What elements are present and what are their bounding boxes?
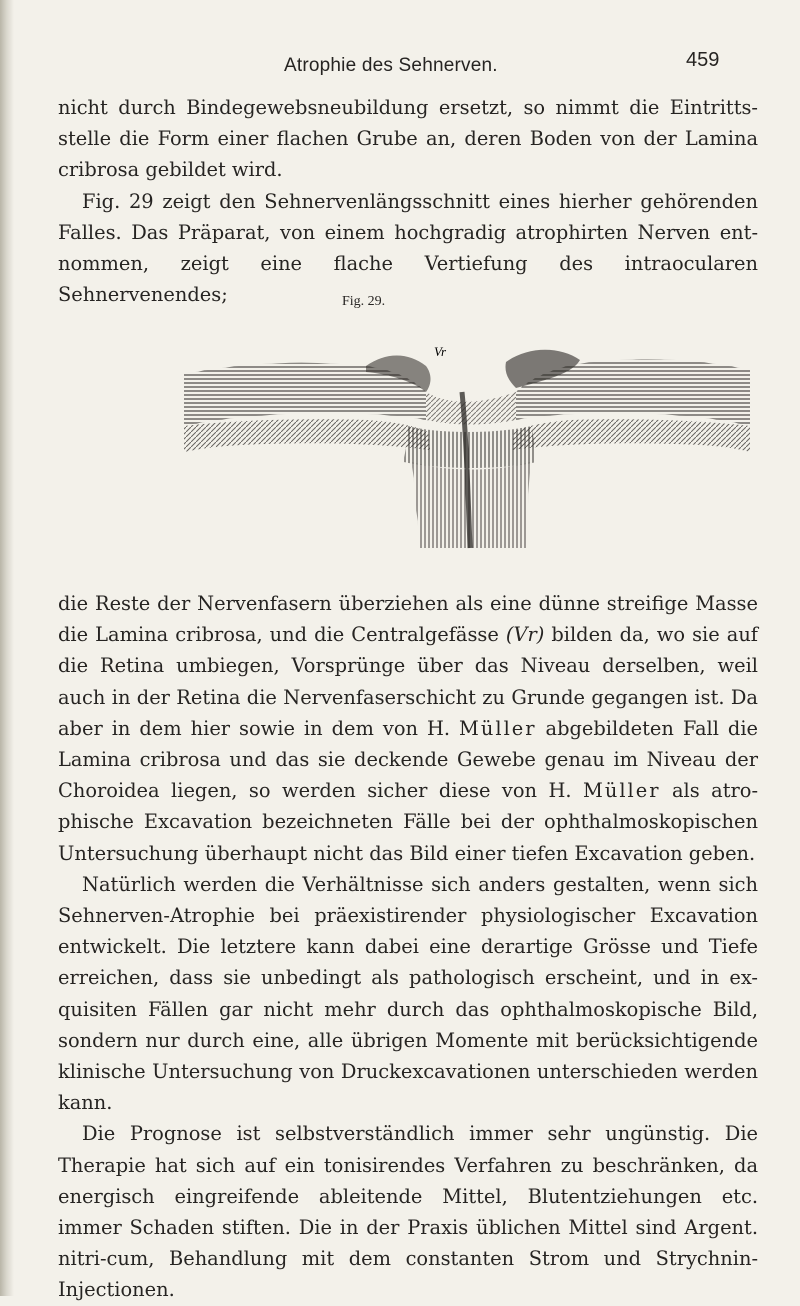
figure-optic-nerve-section [176,322,758,552]
lamina-cribrosa [404,426,536,468]
paragraph-top-2: Fig. 29 zeigt den Sehnervenlängsschnitt eines hierher gehörenden Falles. Das Präparat, von einem hochgradig atrophirten Nerven ent-nommen, zeigt eine flache Vertiefung des intraocularen Sehnervenendes; [58,189,758,307]
left-choroid-layer [184,419,430,452]
paragraph-top-1: nicht durch Bindegewebsneubildung ersetzt, so nimmt die Eintritts-stelle die Form einer flachen Grube an, deren Boden von der Lamina cribrosa gebildet wird. [58,96,758,182]
book-page [58,0,759,1302]
running-header [58,49,758,85]
running-title: Atrophie des Sehnerven. [284,55,498,76]
page-number: 459 [686,49,720,71]
p1-part-c: abgebildeten Fall die Lamina cribrosa und das sie deckende Gewebe genau im Niveau der Choroidea liegen, so werden sicher diese von H. [58,716,758,803]
p1-part-d: als atro-phische Excavation bezeichneten Fälle bei der ophthalmoskopischen Untersuchung überhaupt nicht das Bild einer tiefen Excavation geben. [58,779,759,865]
p1-part-a: die Reste der Nervenfasern überziehen als eine dünne streifige Masse die Lamina cribrosa, und die Centralgefässe [58,592,758,647]
p1-part-b: bilden da, wo sie auf die Retina umbiegen, Vorsprünge über das Niveau derselben, weil auch in der Retina die Nervenfaserschicht zu Grunde gegangen ist. Da aber in dem hier sowie in dem von H. [58,623,758,740]
text-after-figure [58,588,758,1306]
author-name-2: Müller [583,779,661,803]
optic-nerve-engraving [176,322,758,552]
page-binding-edge [0,0,14,1296]
paragraph-bottom-2: Natürlich werden die Verhältnisse sich anders gestalten, wenn sich Sehnerven-Atrophie bei präexistirender physiologischer Excavation entwickelt. Die letztere kann dabei eine derartige Grösse und Tiefe erreichen, dass sie unbedingt als pathologisch erscheint, und in ex-quisiten Fällen gar nicht mehr durch das ophthalmoskopische Bild, sondern nur durch eine, alle übrigen Momente mit berücksichtigende klinische Untersuchung von Druckexcavationen unterschieden werden kann. [58,872,758,1115]
vr-reference: (Vr) [505,623,545,647]
paragraph-bottom-1 [58,588,758,869]
figure-marker-vr: Vr [434,344,447,359]
text-before-figure [58,92,758,310]
figure-label: Fig. 29. [342,294,386,309]
excavation-surface [426,392,516,425]
right-choroid-layer [512,419,750,452]
paragraph-bottom-3: Die Prognose ist selbstverständlich immer sehr ungünstig. Die Therapie hat sich auf ein tonisirendes Verfahren zu beschränken, da energisch eingreifende ableitende Mittel, Blutentziehungen etc. immer Schaden stiften. Die in der Praxis üblichen Mittel sind Argent. nitri-cum, Behandlung mit dem constanten Strom und Strychnin-Injectionen. [58,1122,758,1302]
author-name-1: Müller [459,716,537,740]
